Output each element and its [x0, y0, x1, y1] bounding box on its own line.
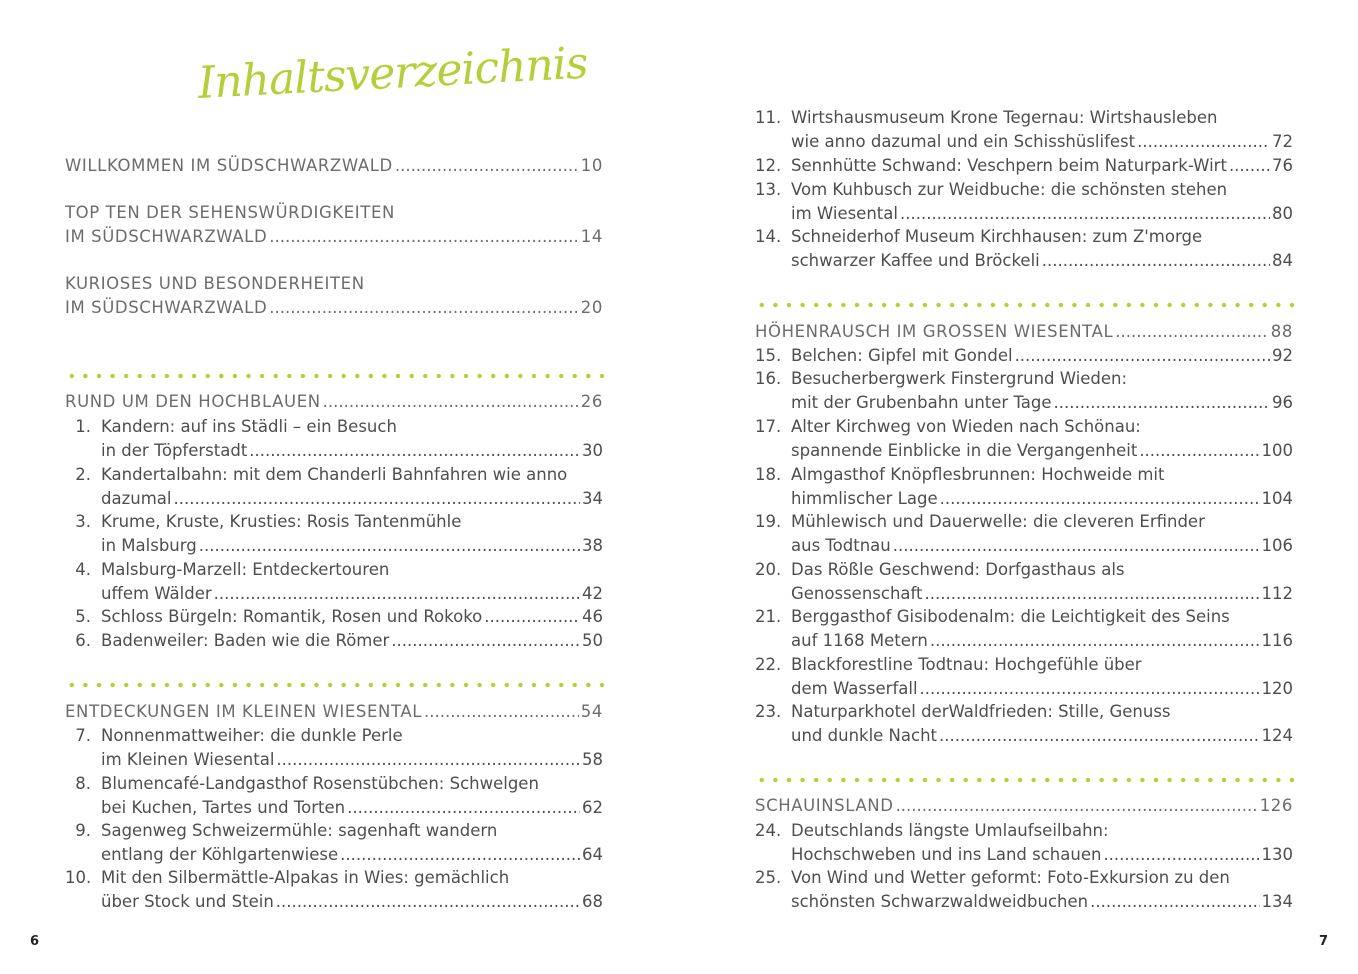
entry-number: 5.	[75, 607, 91, 626]
toc-entry-20[interactable]	[755, 558, 1293, 606]
green-dot-divider	[65, 373, 605, 379]
toc-entry-21[interactable]	[755, 605, 1293, 653]
dot-leader	[1015, 344, 1270, 368]
entry-text: Wirtshausmuseum Krone Tegernau: Wirtshausleben	[791, 108, 1218, 127]
entry-number: 24.	[755, 821, 782, 840]
chapter-heading-grosses-wiesental[interactable]	[755, 320, 1293, 344]
entry-text: dem Wasserfall	[791, 678, 918, 698]
page-ref: 76	[1272, 156, 1293, 175]
entry-text: Schneiderhof Museum Kirchhausen: zum Z'morge	[791, 227, 1203, 246]
page-ref: 112	[1261, 583, 1293, 603]
page-ref: 38	[582, 535, 603, 555]
dot-leader	[395, 154, 579, 178]
green-dot-divider	[755, 302, 1295, 308]
toc-entry-6[interactable]	[65, 629, 603, 653]
entry-number: 1.	[75, 417, 91, 436]
page-ref: 84	[1272, 250, 1293, 270]
page-ref: 106	[1261, 535, 1293, 555]
chapter-heading-schauinsland[interactable]	[755, 794, 1293, 818]
page-ref: 100	[1261, 440, 1293, 460]
toc-entry-18[interactable]	[755, 463, 1293, 511]
dot-leader	[1139, 439, 1259, 463]
section-title: IM SÜDSCHWARZWALD	[65, 227, 268, 246]
entry-number: 17.	[755, 417, 782, 436]
entry-text: Genossenschaft	[791, 583, 923, 603]
toc-entry-3[interactable]	[65, 510, 603, 558]
entry-text: Sagenweg Schweizermühle: sagenhaft wandern	[101, 821, 498, 840]
entry-text: im Kleinen Wiesental	[101, 749, 275, 769]
page-ref: 30	[582, 440, 603, 460]
page-ref: 64	[582, 844, 603, 864]
dot-leader	[214, 582, 580, 606]
page-ref: 72	[1272, 131, 1293, 151]
entry-text: Nonnenmattweiher: die dunkle Perle	[101, 726, 403, 745]
entry-number: 8.	[75, 774, 91, 793]
entry-text: schönsten Schwarzwaldweidbuchen	[791, 891, 1089, 911]
entry-text: Mit den Silbermättle-Alpakas in Wies: gemächlich	[101, 868, 510, 887]
dot-leader	[269, 225, 579, 249]
chapter-title: ENTDECKUNGEN IM KLEINEN WIESENTAL	[65, 702, 423, 721]
dot-leader	[269, 296, 579, 320]
section-title: WILLKOMMEN IM SÜDSCHWARZWALD	[65, 156, 393, 175]
entry-text: Kandertalbahn: mit dem Chanderli Bahnfahren wie anno	[101, 465, 568, 484]
page-ref: 124	[1261, 725, 1293, 745]
page-ref: 46	[582, 607, 603, 626]
entry-text: schwarzer Kaffee und Bröckeli	[791, 250, 1040, 270]
dot-leader	[1229, 154, 1270, 178]
entry-text: himmlischer Lage	[791, 488, 938, 508]
toc-entry-14[interactable]	[755, 225, 1293, 273]
intro-section-welcome[interactable]	[65, 154, 603, 178]
entry-number: 4.	[75, 560, 91, 579]
dot-leader	[896, 794, 1258, 818]
toc-entry-16[interactable]	[755, 367, 1293, 415]
entry-text: dazumal	[101, 488, 172, 508]
entry-number: 18.	[755, 465, 782, 484]
section-title: TOP TEN DER SEHENSWÜRDIGKEITEN	[65, 203, 395, 222]
entry-number: 9.	[75, 821, 91, 840]
chapter-title: RUND UM DEN HOCHBLAUEN	[65, 392, 321, 411]
dot-leader	[939, 724, 1259, 748]
dot-leader	[249, 439, 580, 463]
page-ref: 54	[580, 702, 603, 721]
intro-section-top-ten[interactable]	[65, 201, 603, 249]
dot-leader	[920, 677, 1260, 701]
chapter-heading-hochblauen[interactable]	[65, 390, 603, 414]
entry-number: 20.	[755, 560, 782, 579]
entry-text: auf 1168 Metern	[791, 630, 928, 650]
entry-text: Schloss Bürgeln: Romantik, Rosen und Rokoko	[101, 607, 483, 626]
green-dot-divider	[755, 777, 1295, 783]
entry-text: uffem Wälder	[101, 583, 212, 603]
entry-text: Berggasthof Gisibodenalm: die Leichtigkeit des Seins	[791, 607, 1230, 626]
page-ref: 92	[1272, 346, 1293, 365]
toc-entry-23[interactable]	[755, 700, 1293, 748]
page-ref: 20	[580, 298, 603, 317]
page-ref: 26	[580, 392, 603, 411]
entry-number: 7.	[75, 726, 91, 745]
page-ref: 80	[1272, 203, 1293, 223]
toc-entry-1[interactable]	[65, 415, 603, 463]
entry-text: und dunkle Nacht	[791, 725, 938, 745]
toc-entry-15[interactable]	[755, 344, 1293, 368]
page-number-right: 7	[1319, 934, 1329, 949]
dot-leader	[940, 487, 1260, 511]
page-ref: 34	[582, 488, 603, 508]
entry-number: 11.	[755, 108, 782, 127]
chapter-title: HÖHENRAUSCH IM GROSSEN WIESENTAL	[755, 322, 1114, 341]
entry-number: 23.	[755, 702, 782, 721]
toc-entry-4[interactable]	[65, 558, 603, 606]
entry-number: 6.	[75, 631, 91, 650]
dot-leader	[347, 796, 580, 820]
entry-text: Besucherbergwerk Finstergrund Wieden:	[791, 369, 1128, 388]
dot-leader	[1090, 890, 1259, 914]
page-ref: 14	[580, 227, 603, 246]
entry-text: wie anno dazumal und ein Schisshüslifest	[791, 131, 1136, 151]
entry-text: im Wiesental	[791, 203, 898, 223]
toc-entry-10[interactable]	[65, 866, 603, 914]
dot-leader	[930, 629, 1260, 653]
entry-text: Belchen: Gipfel mit Gondel	[791, 346, 1013, 365]
dot-leader	[391, 629, 580, 653]
entry-number: 19.	[755, 512, 782, 531]
dot-leader	[276, 890, 580, 914]
dot-leader	[340, 843, 580, 867]
toc-entry-11[interactable]	[755, 106, 1293, 154]
entry-text: spannende Einblicke in die Vergangenheit	[791, 440, 1138, 460]
entry-text: über Stock und Stein	[101, 891, 274, 911]
section-title: KURIOSES UND BESONDERHEITEN	[65, 274, 365, 293]
entry-text: Malsburg-Marzell: Entdeckertouren	[101, 560, 390, 579]
dot-leader	[199, 534, 580, 558]
entry-number: 22.	[755, 655, 782, 674]
dot-leader	[1115, 320, 1269, 344]
dot-leader	[925, 582, 1260, 606]
toc-entry-5[interactable]	[65, 605, 603, 629]
page-ref: 116	[1261, 630, 1293, 650]
entry-text: Badenweiler: Baden wie die Römer	[101, 631, 390, 650]
toc-title: Inhaltsverzeichnis	[196, 37, 589, 109]
right-page	[679, 0, 1358, 974]
dot-leader	[900, 202, 1270, 226]
page-ref: 96	[1272, 392, 1293, 412]
page-ref: 104	[1261, 488, 1293, 508]
dot-leader	[893, 534, 1260, 558]
entry-text: Deutschlands längste Umlaufseilbahn:	[791, 821, 1109, 840]
dot-leader	[1103, 843, 1259, 867]
dot-leader	[1137, 130, 1270, 154]
entry-number: 12.	[755, 156, 782, 175]
entry-text: aus Todtnau	[791, 535, 891, 555]
page-ref: 68	[582, 891, 603, 911]
page-ref: 88	[1270, 322, 1293, 341]
entry-text: Almgasthof Knöpflesbrunnen: Hochweide mit	[791, 465, 1165, 484]
entry-text: Vom Kuhbusch zur Weidbuche: die schönsten stehen	[791, 180, 1228, 199]
toc-entry-2[interactable]	[65, 463, 603, 511]
intro-section-kurioses[interactable]	[65, 272, 603, 320]
green-dot-divider	[65, 682, 605, 688]
entry-number: 2.	[75, 465, 91, 484]
entry-text: mit der Grubenbahn unter Tage	[791, 392, 1052, 412]
toc-entry-7[interactable]	[65, 724, 603, 772]
dot-leader	[1054, 391, 1270, 415]
chapter-heading-kleines-wiesental[interactable]	[65, 700, 603, 724]
entry-text: Hochschweben und ins Land schauen	[791, 844, 1102, 864]
entry-number: 3.	[75, 512, 91, 531]
entry-number: 10.	[65, 868, 92, 887]
page-ref: 120	[1261, 678, 1293, 698]
entry-text: Alter Kirchweg von Wieden nach Schönau:	[791, 417, 1141, 436]
entry-text: Blumencafé-Landgasthof Rosenstübchen: Schwelgen	[101, 774, 539, 793]
page-ref: 42	[582, 583, 603, 603]
dot-leader	[1042, 249, 1270, 273]
entry-text: Blackforestline Todtnau: Hochgefühle über	[791, 655, 1142, 674]
dot-leader	[323, 390, 579, 414]
entry-number: 16.	[755, 369, 782, 388]
page-ref: 134	[1261, 891, 1293, 911]
toc-entry-24[interactable]	[755, 819, 1293, 867]
entry-text: Von Wind und Wetter geformt: Foto-Exkursion zu den	[791, 868, 1230, 887]
toc-entry-19[interactable]	[755, 510, 1293, 558]
section-title: IM SÜDSCHWARZWALD	[65, 298, 268, 317]
entry-text: Kandern: auf ins Städli – ein Besuch	[101, 417, 397, 436]
toc-entry-25[interactable]	[755, 866, 1293, 914]
page-ref: 10	[580, 156, 603, 175]
toc-entry-12[interactable]	[755, 154, 1293, 178]
entry-text: Mühlewisch und Dauerwelle: die cleveren Erfinder	[791, 512, 1205, 531]
page-ref: 62	[582, 797, 603, 817]
dot-leader	[173, 487, 580, 511]
toc-entry-22[interactable]	[755, 653, 1293, 701]
toc-entry-9[interactable]	[65, 819, 603, 867]
entry-text: entlang der Köhlgartenwiese	[101, 844, 339, 864]
dot-leader	[276, 748, 580, 772]
toc-entry-17[interactable]	[755, 415, 1293, 463]
toc-entry-8[interactable]	[65, 772, 603, 820]
chapter-title: SCHAUINSLAND	[755, 796, 894, 815]
page-ref: 126	[1259, 796, 1293, 815]
entry-text: Krume, Kruste, Krusties: Rosis Tantenmühle	[101, 512, 462, 531]
entry-text: in Malsburg	[101, 535, 197, 555]
entry-text: Das Rößle Geschwend: Dorfgasthaus als	[791, 560, 1125, 579]
entry-number: 25.	[755, 868, 782, 887]
dot-leader	[424, 700, 579, 724]
entry-text: bei Kuchen, Tartes und Torten	[101, 797, 346, 817]
dot-leader	[484, 605, 580, 629]
page-ref: 58	[582, 749, 603, 769]
entry-number: 13.	[755, 180, 782, 199]
toc-entry-13[interactable]	[755, 178, 1293, 226]
entry-text: Sennhütte Schwand: Veschpern beim Naturpark-Wirt	[791, 156, 1227, 175]
page-number-left: 6	[30, 934, 40, 949]
entry-text: in der Töpferstadt	[101, 440, 248, 460]
entry-number: 14.	[755, 227, 782, 246]
entry-number: 21.	[755, 607, 782, 626]
page-ref: 50	[582, 631, 603, 650]
entry-number: 15.	[755, 346, 782, 365]
page-ref: 130	[1261, 844, 1293, 864]
entry-text: Naturparkhotel derWaldfrieden: Stille, Genuss	[791, 702, 1171, 721]
